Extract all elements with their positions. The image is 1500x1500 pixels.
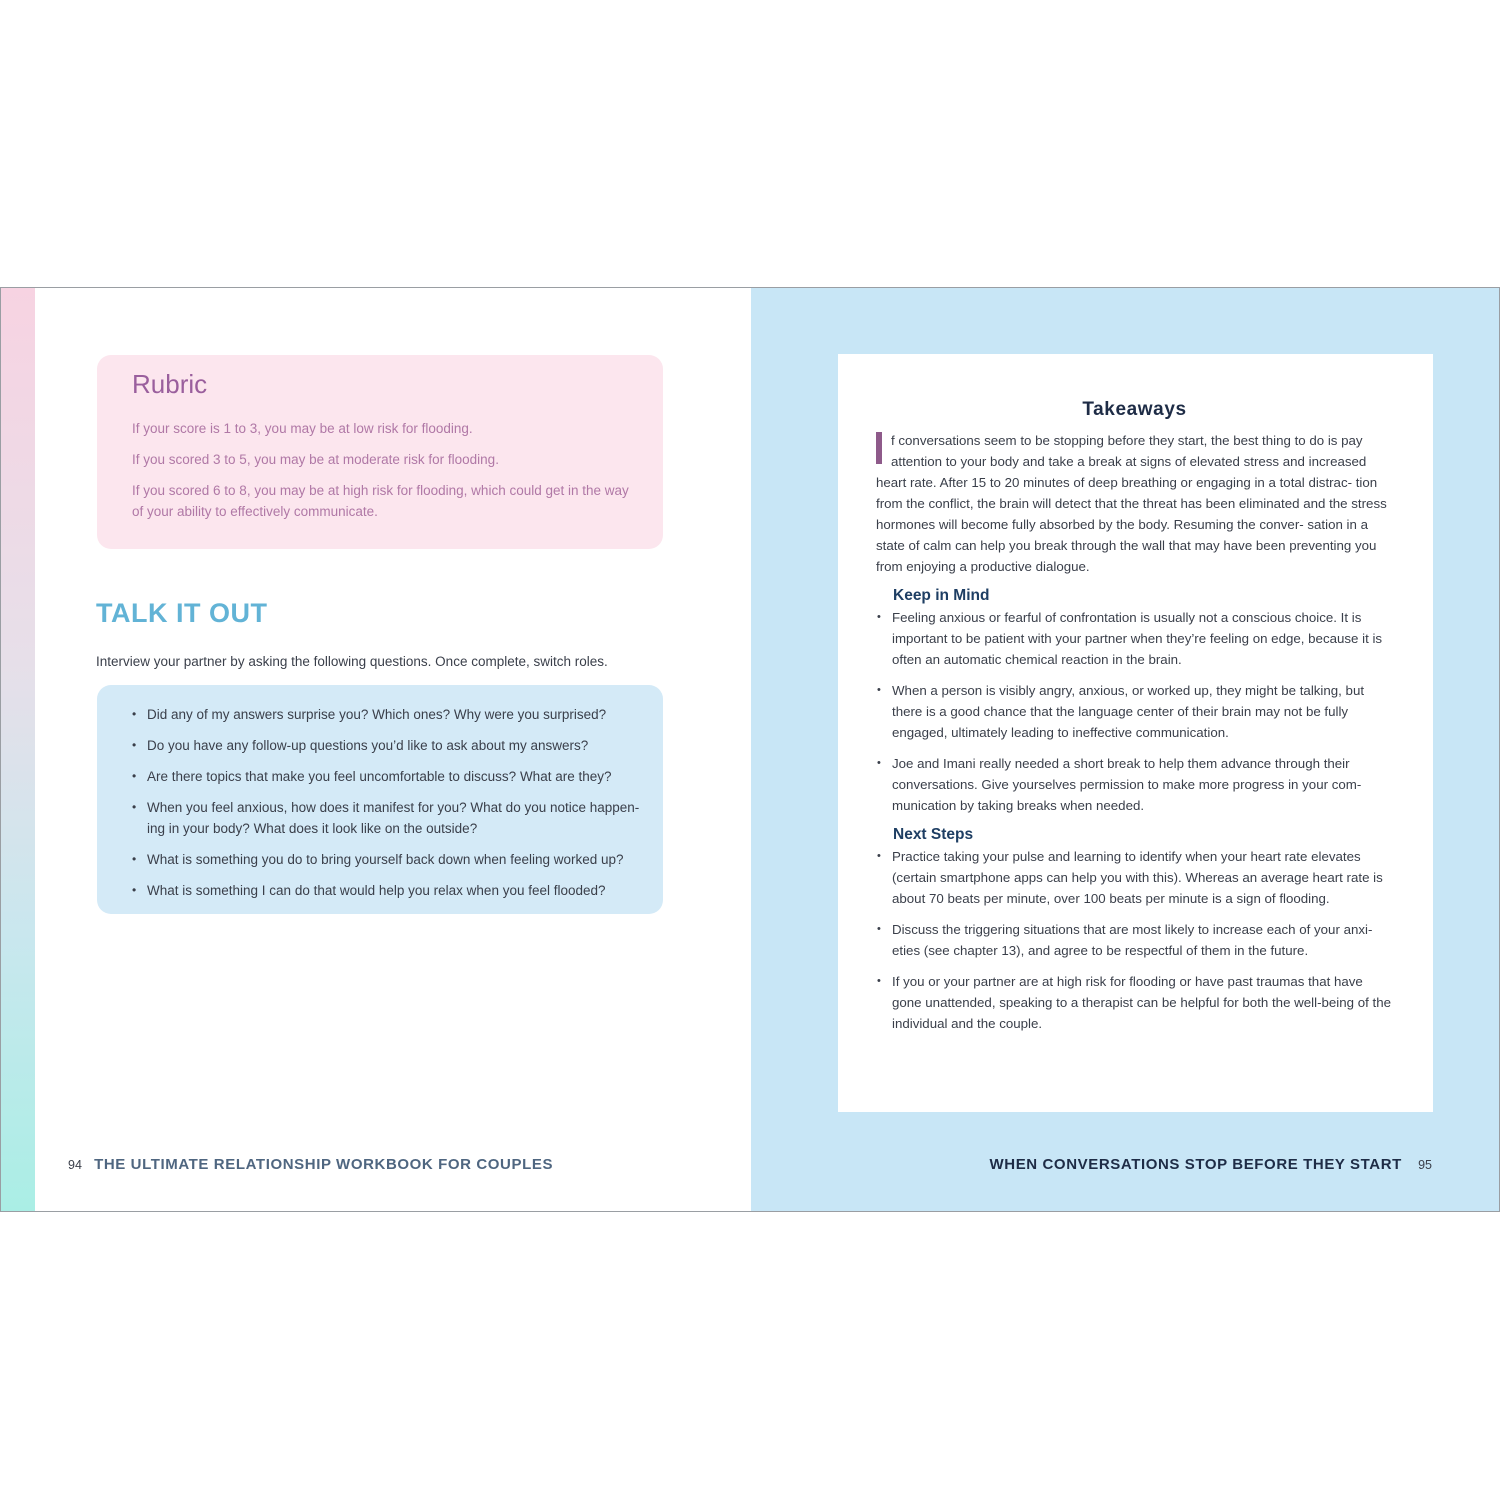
takeaways-intro — [876, 430, 1393, 577]
right-footer — [990, 1156, 1433, 1173]
drop-cap-i — [876, 432, 882, 464]
list-item: • If you or your partner are at high risk for flooding or have past traumas that have gone unattended, speaking to a therapist can be helpful for both the well-being of the individual and the couple. — [876, 971, 1393, 1034]
left-footer — [68, 1156, 553, 1173]
running-title: THE ULTIMATE RELATIONSHIP WORKBOOK FOR COUPLES — [94, 1156, 554, 1173]
running-title: WHEN CONVERSATIONS STOP BEFORE THEY START — [989, 1156, 1402, 1173]
page-number: 95 — [1418, 1158, 1432, 1172]
takeaways-box — [838, 354, 1433, 1112]
intro-line: attention to your body and take a break at signs of elevated stress and increased — [891, 454, 1367, 469]
question-list — [117, 704, 643, 901]
question-item: • Are there topics that make you feel uncomfortable to discuss? What are they? — [132, 766, 643, 787]
rubric-line: If you scored 3 to 5, you may be at moderate risk for flooding. — [132, 452, 499, 467]
gradient-edge-strip — [1, 288, 35, 1211]
talk-it-out-intro: Interview your partner by asking the following questions. Once complete, switch roles. — [96, 654, 608, 669]
next-steps-heading: Next Steps — [893, 826, 974, 843]
book-spread — [0, 287, 1500, 1212]
list-item: • Practice taking your pulse and learning to identify when your heart rate elevates (certain smartphone apps can help you with this). Whereas an average heart rate is about 70 beats per minute, over 100 beats per minute is a sign of flooding. — [876, 846, 1393, 909]
question-item: • Do you have any follow-up questions you’d like to ask about my answers? — [132, 735, 643, 756]
question-item: • What is something you do to bring yourself back down when feeling worked up? — [132, 849, 643, 870]
page-number: 94 — [68, 1158, 82, 1172]
list-item: • When a person is visibly angry, anxious, or worked up, they might be talking, but there is a good chance that the language center of their brain may not be fully engaged, ultimately leading to ineffective communication. — [876, 680, 1393, 743]
list-item: • Joe and Imani really needed a short break to help them advance through their conversations. Give yourselves permission to make more progress in your com- munication by taking breaks when needed. — [876, 753, 1393, 816]
question-item: • Did any of my answers surprise you? Which ones? Why were you surprised? — [132, 704, 643, 725]
intro-line: f conversations seem to be stopping before they start, the best thing to do is pay — [891, 433, 1363, 448]
list-item: • Feeling anxious or fearful of confrontation is usually not a conscious choice. It is important to be patient with your partner when they’re feeling on edge, because it is often an automatic chemical reaction in the brain. — [876, 607, 1393, 670]
right-page — [751, 288, 1499, 1211]
keep-in-mind-list — [876, 607, 1393, 816]
talk-it-out-title: TALK IT OUT — [96, 598, 268, 628]
rubric-line: If you scored 6 to 8, you may be at high risk for flooding, which could get in the way of your ability to effectively communicate. — [132, 483, 629, 519]
next-steps-list — [876, 846, 1393, 1034]
list-item: • Discuss the triggering situations that are most likely to increase each of your anxi- eties (see chapter 13), and agree to be respectful of them in the future. — [876, 919, 1393, 961]
intro-text: heart rate. After 15 to 20 minutes of deep breathing or engaging in a total distrac- tion from the conflict, the brain will detect that the threat has been eliminated and the stress hormones will become fully absorbed by the body. Resuming the conver- sation in a state of calm can help you break through the wall that may have been preventing you from enjoying a productive dialogue. — [876, 475, 1387, 574]
takeaways-title: Takeaways — [1082, 399, 1187, 420]
question-item: • What is something I can do that would help you relax when you feel flooded? — [132, 880, 643, 901]
left-page — [35, 288, 751, 1211]
question-item: • When you feel anxious, how does it manifest for you? What do you notice happen- ing in your body? What does it look like on the outside? — [132, 797, 643, 839]
questions-box — [97, 685, 663, 914]
rubric-line: If your score is 1 to 3, you may be at low risk for flooding. — [132, 421, 473, 436]
rubric-box — [97, 355, 663, 549]
keep-in-mind-heading: Keep in Mind — [893, 587, 990, 604]
rubric-title: Rubric — [132, 369, 208, 399]
